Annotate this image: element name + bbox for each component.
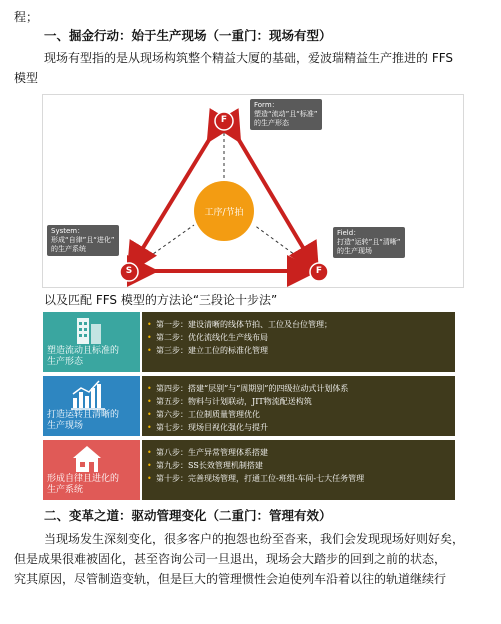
step-item: • 第一步：建设清晰的线体节拍、工位及台位管理； xyxy=(142,318,455,331)
method-row xyxy=(43,376,455,436)
callout-form: Form： 塑造“流动”且“标准” 的生产形态 xyxy=(250,99,322,130)
section1-heading: 一、掘金行动：始于生产现场（一重门：现场有型） xyxy=(44,28,332,43)
section2-para-line1: 当现场发生深刻变化，很多客户的抱怨也纷至沓来，我们会发现现场好则好矣， xyxy=(44,532,465,546)
method-left-panel: 打造运转且清晰的 生产现场 xyxy=(43,376,140,436)
method-steps-panel xyxy=(142,376,455,436)
section1-para-line2: 模型 xyxy=(14,71,39,85)
callout-field: Field： 打造“运转”且“清晰” 的生产现场 xyxy=(333,227,405,258)
step-item: • 第四步：搭建“层别”与“周期别”的四级拉动式计划体系 xyxy=(142,382,455,395)
step-item: • 第六步：工位制质量管理优化 xyxy=(142,408,455,421)
step-item: • 第三步：建立工位的标准化管理 xyxy=(142,344,455,357)
node-top-letter: F xyxy=(220,115,228,125)
method-steps-panel xyxy=(142,440,455,500)
building-icon xyxy=(43,314,140,348)
method-left-panel: 塑造流动且标准的 生产形态 xyxy=(43,312,140,372)
section2-para-line3: 究其原因，尽管制造变轨，但是巨大的管理惯性会迫使列车沿着以往的轨道继续行 xyxy=(14,572,447,586)
method-left-panel: 形成自律且进化的 生产系统 xyxy=(43,440,140,500)
node-left-letter: S xyxy=(125,266,133,276)
method-row xyxy=(43,440,455,500)
method-steps-panel xyxy=(142,312,455,372)
step-item: • 第十步：完善现场管理，打通工位-班组-车间-七大任务管理 xyxy=(142,472,455,485)
ffs-model-diagram xyxy=(42,94,464,288)
callout-system: System： 形成“自律”且“进化” 的生产系统 xyxy=(47,225,119,256)
house-icon xyxy=(43,442,140,476)
step-item: • 第五步：物料与计划联动，JIT物流配送构筑 xyxy=(142,395,455,408)
center-label: 工序/节拍 xyxy=(204,208,244,218)
step-item: • 第二步：优化流线化生产线布局 xyxy=(142,331,455,344)
step-item: • 第七步：现场目视化强化与提升 xyxy=(142,421,455,434)
method-row xyxy=(43,312,455,372)
section1-para-line1: 现场有型指的是从现场构筑整个精益大厦的基础，爱波瑞精益生产推进的 FFS xyxy=(44,51,454,65)
intro-tail-text: 程； xyxy=(14,10,39,24)
node-right-letter: F xyxy=(315,266,323,276)
bar-chart-icon xyxy=(43,378,140,412)
step-item: • 第八步：生产异常管理体系搭建 xyxy=(142,446,455,459)
step-item: • 第九步：SS长效管理机制搭建 xyxy=(142,459,455,472)
section2-heading: 二、变革之道：驱动管理变化（二重门：管理有效） xyxy=(44,508,332,523)
section2-para-line2: 但是成果很难被固化，甚至咨询公司一旦退出，现场会大踏步的回到之前的状态， xyxy=(14,552,447,566)
method-intro-text: 以及匹配 FFS 模型的方法论“三段论十步法” xyxy=(44,293,278,307)
method-table xyxy=(43,312,455,500)
